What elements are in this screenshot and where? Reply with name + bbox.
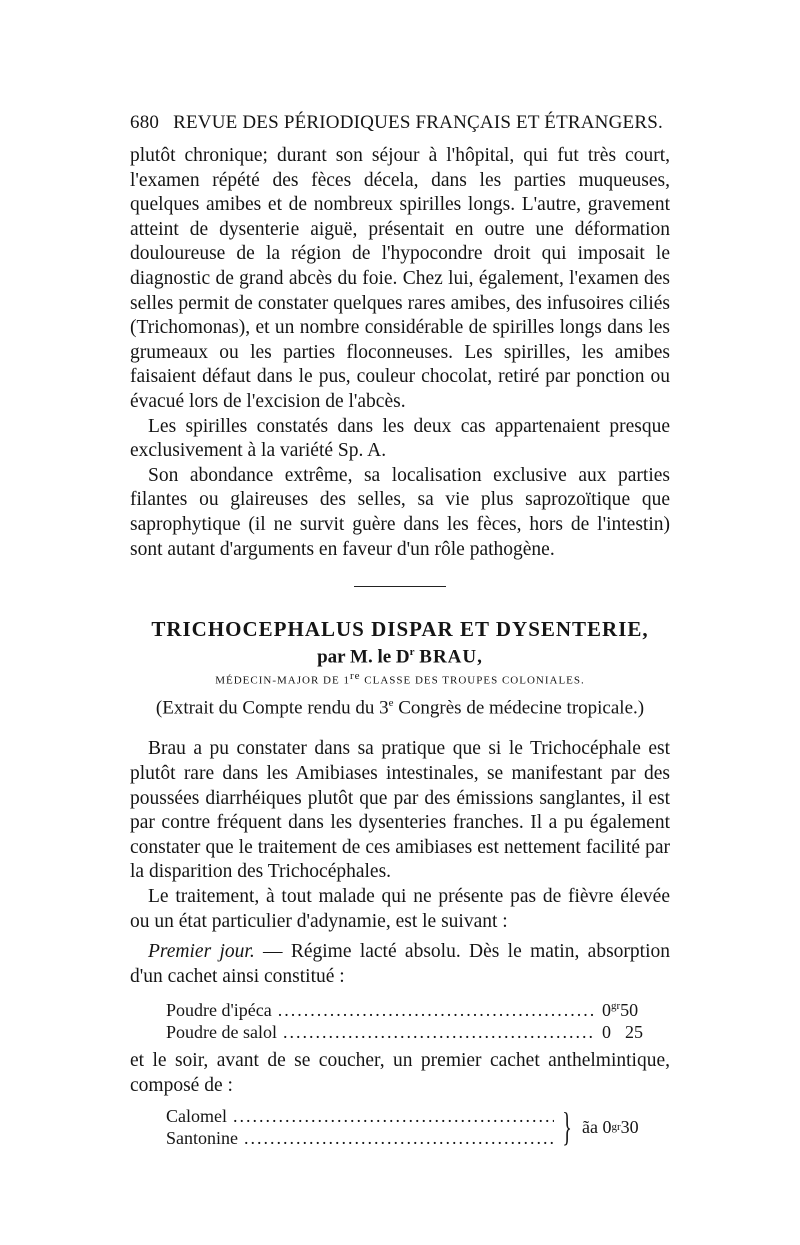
extract-suffix: Congrès de médecine tropicale.) [398,697,645,719]
ingredient-name: Poudre d'ipéca [166,1000,272,1021]
paragraph: et le soir, avant de se coucher, un premier cachet anthelmintique, composé de : [130,1050,670,1096]
leader-dots [244,1127,554,1149]
page [130,112,670,1149]
leader-dots [233,1105,554,1127]
ingredient-name: Poudre de salol [166,1022,277,1043]
article-title: TRICHOCEPHALUS DISPAR ET DYSENTERIE, [151,617,649,642]
paragraph: Son abondance extrême, sa localisation exclusive aux parties filantes ou glaireuses des selles, sa vie plus saprozoïtique que saprophytique (il ne survit guère dans les fèces, hors de l'intestin) sont autant d'arguments en faveur d'un rôle pathogène. [130,464,670,560]
prescription-row [166,995,660,1021]
author-affiliation [130,670,670,687]
article-byline [130,646,670,668]
leader-dots [278,999,596,1021]
extract-sup: e [388,697,394,710]
premier-jour-label: Premier jour. [148,941,255,963]
paragraph: Le traitement, à tout malade qui ne présente pas de fièvre élevée ou un état particulier d'adynamie, est le suivant : [130,885,670,932]
prescription-row [166,1021,660,1043]
leader-dots [283,1021,596,1043]
affiliation-sup: re [349,670,361,683]
brace: } [562,1103,572,1149]
ingredient-dose: $0^{gr}50$ [602,1000,639,1021]
running-header [130,112,670,144]
paragraph: plutôt chronique; durant son séjour à l'hôpital, qui fut très court, l'examen répété des fèces décela, dans les parties muqueuses, quelques amibes et de nombreux spirilles longs. L'autre, gravement atteint de dysenterie aiguë, présentait en outre une déformation douloureuse de la région de l'hypocondre droit qui imposait le diagnostic de grand abcès du foie. Chez lui, également, l'examen des selles permit de constater quelques rares amibes, des infusoires ciliés (Trichomonas), et un nombre considérable de spirilles longs dans les grumeaux ou les parties floconneuses. Les spirilles, les amibes faisaient défaut dans le pus, couleur chocolat, retiré par ponction ou évacué lors de l'excision de l'abcès. [130,145,670,412]
prescription-row [166,1127,558,1149]
prescription-list-2 [166,1105,660,1149]
byline-sup: r [409,646,415,659]
ingredient-name: Calomel [166,1105,227,1126]
running-title: REVUE DES PÉRIODIQUES FRANÇAIS ET ÉTRANGERS. [173,112,663,133]
paragraph-premier-jour [130,940,670,989]
paragraph: Brau a pu constater dans sa pratique que si le Trichocéphale est plutôt rare dans les Amibiases intestinales, se manifestant par des poussées diarrhéiques plutôt que par des émissions sanglantes, il est par contre fréquent dans les dysenteries franches. Il a pu également constater que le traitement de ces amibiases est nettement facilité par la disparition des Trichocéphales. [130,738,670,883]
byline-prefix: par M. le D [317,646,410,668]
ingredient-dose: 0 25 [602,1022,643,1043]
page-number: 680 [130,112,160,133]
shared-dose: ãa 0 gr 30 [582,1116,639,1137]
affiliation-suffix: CLASSE DES TROUPES COLONIALES. [364,675,585,688]
affiliation-prefix: MÉDECIN-MAJOR DE 1 [215,675,350,688]
premier-jour-text: — Régime lacté absolu. Dès le matin, absorption d'un cachet ainsi constitué : [130,941,670,987]
prescription-row [166,1105,558,1127]
paragraph: Les spirilles constatés dans les deux cas appartenaient presque exclusivement à la variété Sp. A. [130,415,670,462]
ingredient-name: Santonine [166,1127,238,1148]
author-name: BRAU, [419,646,483,668]
section-divider [354,586,446,587]
prescription-list [166,995,660,1043]
source-note [130,697,670,719]
extract-prefix: (Extrait du Compte rendu du 3 [155,697,389,719]
